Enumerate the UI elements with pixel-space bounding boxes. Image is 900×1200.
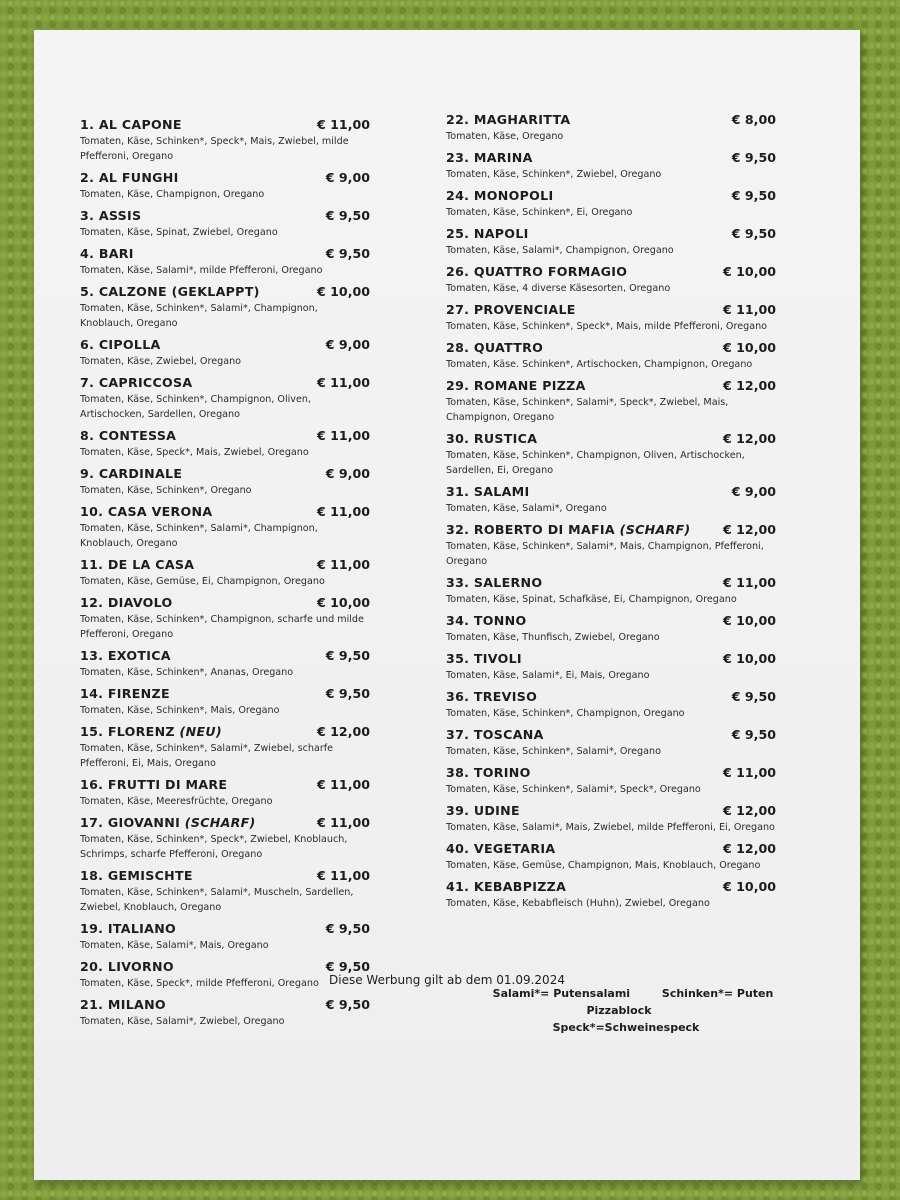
menu-item-title: 41. KEBABPIZZA	[446, 879, 567, 894]
menu-item-name	[446, 150, 533, 165]
menu-item-price: € 12,00	[723, 378, 776, 393]
menu-item-header	[80, 777, 370, 792]
menu-item-header	[446, 484, 776, 499]
menu-item	[446, 484, 776, 516]
menu-item-price: € 12,00	[723, 431, 776, 446]
menu-item	[446, 613, 776, 645]
menu-item-price: € 11,00	[723, 575, 776, 590]
menu-item-header	[80, 595, 370, 610]
menu-item	[80, 815, 370, 862]
menu-item-title: 11. DE LA CASA	[80, 557, 195, 572]
menu-item	[80, 284, 370, 331]
menu-item-price: € 11,00	[317, 777, 370, 792]
menu-item	[80, 868, 370, 915]
menu-item-header	[80, 337, 370, 352]
menu-item-name	[80, 557, 194, 572]
menu-item-name	[446, 264, 627, 279]
menu-item-name	[446, 613, 526, 628]
menu-item-price: € 10,00	[317, 284, 370, 299]
menu-item-ingredients: Tomaten, Käse, Schinken*, Salami*, Speck*, Zwiebel, Mais, Champignon, Oregano	[446, 397, 729, 423]
menu-item-ingredients: Tomaten, Käse, 4 diverse Käsesorten, Oregano	[446, 283, 671, 294]
menu-item-title: 9. CARDINALE	[80, 466, 183, 481]
menu-item-name	[446, 803, 520, 818]
menu-item	[80, 724, 370, 771]
menu-item	[446, 689, 776, 721]
menu-item-header	[80, 815, 370, 830]
menu-item	[446, 727, 776, 759]
menu-item-header	[80, 648, 370, 663]
menu-item-name	[446, 522, 690, 537]
menu-item-header	[446, 879, 776, 894]
menu-item-ingredients: Tomaten, Käse, Schinken*, Salami*, Champignon, Knoblauch, Oregano	[80, 303, 318, 329]
menu-item-ingredients: Tomaten, Käse, Gemüse, Champignon, Mais, Knoblauch, Oregano	[446, 860, 761, 871]
menu-item	[80, 466, 370, 498]
menu-item-ingredients: Tomaten, Käse, Gemüse, Ei, Champignon, Oregano	[80, 576, 325, 587]
menu-item	[80, 117, 370, 164]
menu-item	[80, 504, 370, 551]
menu-item-name	[80, 170, 179, 185]
menu-item-price: € 8,00	[731, 112, 776, 127]
menu-item-ingredients: Tomaten, Käse, Schinken*, Salami*, Muscheln, Sardellen, Zwiebel, Knoblauch, Oregano	[80, 887, 354, 913]
menu-item-tag: (NEU)	[179, 724, 222, 739]
menu-item-price: € 11,00	[317, 815, 370, 830]
menu-item-header	[80, 117, 370, 132]
menu-item-title: 36. TREVISO	[446, 689, 538, 704]
menu-item-header	[80, 686, 370, 701]
menu-item-name	[446, 689, 537, 704]
menu-item-header	[446, 613, 776, 628]
menu-item-name	[80, 868, 193, 883]
menu-item	[80, 246, 370, 278]
menu-item-price: € 12,00	[723, 841, 776, 856]
menu-item-price: € 9,50	[325, 959, 370, 974]
menu-item-ingredients: Tomaten, Käse, Spinat, Schafkäse, Ei, Champignon, Oregano	[446, 594, 737, 605]
menu-item-title: 20. LIVORNO	[80, 959, 174, 974]
menu-item-price: € 10,00	[723, 264, 776, 279]
menu-item-name	[446, 484, 530, 499]
menu-item-price: € 9,50	[325, 997, 370, 1012]
menu-item-ingredients: Tomaten, Käse, Schinken*, Champignon, Oregano	[446, 708, 685, 719]
menu-item-name	[446, 841, 555, 856]
menu-item-name	[80, 777, 227, 792]
menu-item-ingredients: Tomaten, Käse, Schinken*, Salami*, Oregano	[446, 746, 661, 757]
menu-item	[446, 150, 776, 182]
legend-speck: Speck*=Schweinespeck	[552, 1021, 700, 1034]
menu-item	[80, 686, 370, 718]
menu-item-header	[80, 170, 370, 185]
menu-item-ingredients: Tomaten, Käse, Salami*, Mais, Oregano	[80, 940, 269, 951]
menu-item-title: 19. ITALIANO	[80, 921, 177, 936]
menu-item-header	[80, 208, 370, 223]
menu-item-ingredients: Tomaten, Käse, Schinken*, Champignon, scharfe und milde Pfefferoni, Oregano	[80, 614, 364, 640]
menu-item-title: 26. QUATTRO FORMAGIO	[446, 264, 628, 279]
menu-item-ingredients: Tomaten, Käse, Salami*, Ei, Mais, Oregano	[446, 670, 650, 681]
menu-item	[446, 431, 776, 478]
menu-item-title: 22. MAGHARITTA	[446, 112, 571, 127]
menu-item	[80, 997, 370, 1029]
menu-item-price: € 9,00	[325, 466, 370, 481]
menu-item-ingredients: Tomaten, Käse, Salami*, Zwiebel, Oregano	[80, 1016, 285, 1027]
menu-item-title: 31. SALAMI	[446, 484, 530, 499]
menu-item-name	[446, 651, 522, 666]
menu-item-header	[80, 284, 370, 299]
menu-item-ingredients: Tomaten, Käse. Schinken*, Artischocken, Champignon, Oregano	[446, 359, 753, 370]
menu-item-price: € 9,50	[325, 921, 370, 936]
validity-note: Diese Werbung gilt ab dem 01.09.2024	[329, 973, 565, 987]
legend-salami: Salami*= Putensalami	[492, 987, 631, 1000]
menu-item-name	[446, 188, 553, 203]
menu-item-title: 39. UDINE	[446, 803, 520, 818]
menu-item-header	[80, 246, 370, 261]
menu-item-title: 27. PROVENCIALE	[446, 302, 576, 317]
menu-item-title: 15. FLORENZ	[80, 724, 175, 739]
menu-item-title: 34. TONNO	[446, 613, 527, 628]
menu-item-title: 8. CONTESSA	[80, 428, 177, 443]
menu-item-price: € 11,00	[317, 504, 370, 519]
menu-item-title: 5. CALZONE (GEKLAPPT)	[80, 284, 260, 299]
menu-item-ingredients: Tomaten, Käse, Schinken*, Speck*, Mais, Zwiebel, milde Pfefferoni, Oregano	[80, 136, 349, 162]
menu-item	[446, 841, 776, 873]
menu-item-title: 28. QUATTRO	[446, 340, 544, 355]
menu-item-ingredients: Tomaten, Käse, Salami*, milde Pfefferoni, Oregano	[80, 265, 323, 276]
menu-item-ingredients: Tomaten, Käse, Speck*, milde Pfefferoni, Oregano	[80, 978, 319, 989]
menu-item-ingredients: Tomaten, Käse, Schinken*, Oregano	[80, 485, 252, 496]
menu-item-header	[80, 504, 370, 519]
menu-item-ingredients: Tomaten, Käse, Salami*, Champignon, Oregano	[446, 245, 674, 256]
menu-item-name	[80, 504, 212, 519]
menu-item-ingredients: Tomaten, Käse, Schinken*, Salami*, Zwiebel, scharfe Pfefferoni, Ei, Mais, Oregano	[80, 743, 334, 769]
menu-item-ingredients: Tomaten, Käse, Meeresfrüchte, Oregano	[80, 796, 273, 807]
menu-item-name	[446, 765, 531, 780]
menu-item-price: € 10,00	[723, 651, 776, 666]
menu-item-name	[80, 648, 171, 663]
menu-item-name	[80, 997, 166, 1012]
menu-item	[80, 557, 370, 589]
menu-column-right	[446, 112, 776, 917]
menu-item-title: 16. FRUTTI DI MARE	[80, 777, 228, 792]
menu-item-ingredients: Tomaten, Käse, Schinken*, Champignon, Oliven, Artischocken, Sardellen, Oregano	[80, 394, 312, 420]
menu-item-name	[80, 428, 176, 443]
menu-item-name	[80, 284, 260, 299]
menu-item-price: € 9,00	[325, 170, 370, 185]
menu-item-price: € 10,00	[723, 340, 776, 355]
menu-item-ingredients: Tomaten, Käse, Zwiebel, Oregano	[80, 356, 242, 367]
menu-item-header	[446, 765, 776, 780]
menu-item-price: € 12,00	[723, 522, 776, 537]
menu-item-header	[446, 340, 776, 355]
menu-item-title: 23. MARINA	[446, 150, 533, 165]
menu-item-title: 10. CASA VERONA	[80, 504, 213, 519]
menu-item-price: € 9,50	[325, 246, 370, 261]
menu-item-title: 1. AL CAPONE	[80, 117, 182, 132]
menu-item-header	[446, 727, 776, 742]
menu-item-ingredients: Tomaten, Käse, Kebabfleisch (Huhn), Zwiebel, Oregano	[446, 898, 710, 909]
menu-item-name	[80, 815, 256, 830]
menu-item	[446, 879, 776, 911]
menu-item-name	[80, 959, 174, 974]
menu-item-price: € 9,50	[731, 727, 776, 742]
menu-item-price: € 9,50	[731, 689, 776, 704]
menu-item-header	[446, 841, 776, 856]
menu-item-title: 24. MONOPOLI	[446, 188, 554, 203]
menu-item-ingredients: Tomaten, Käse, Speck*, Mais, Zwiebel, Oregano	[80, 447, 309, 458]
menu-item-header	[80, 557, 370, 572]
menu-item-price: € 9,50	[731, 150, 776, 165]
menu-item	[80, 648, 370, 680]
menu-item-price: € 9,50	[325, 208, 370, 223]
menu-item-header	[80, 868, 370, 883]
menu-item-ingredients: Tomaten, Käse, Schinken*, Zwiebel, Oregano	[446, 169, 662, 180]
menu-item-header	[446, 431, 776, 446]
menu-item-tag: (SCHARF)	[184, 815, 256, 830]
menu-item-name	[80, 686, 170, 701]
menu-item-header	[446, 803, 776, 818]
menu-item-title: 6. CIPOLLA	[80, 337, 161, 352]
menu-item-header	[446, 651, 776, 666]
menu-item-price: € 12,00	[317, 724, 370, 739]
menu-item-name	[446, 727, 544, 742]
menu-item	[446, 378, 776, 425]
menu-item-ingredients: Tomaten, Käse, Schinken*, Ei, Oregano	[446, 207, 633, 218]
menu-item-header	[80, 375, 370, 390]
menu-item-header	[446, 575, 776, 590]
menu-item-name	[446, 575, 542, 590]
menu-item-ingredients: Tomaten, Käse, Spinat, Zwiebel, Oregano	[80, 227, 278, 238]
menu-item-name	[80, 595, 173, 610]
menu-item-ingredients: Tomaten, Käse, Salami*, Oregano	[446, 503, 607, 514]
menu-item-name	[446, 226, 529, 241]
menu-item-name	[80, 375, 192, 390]
menu-item-name	[80, 466, 182, 481]
menu-item-title: 38. TORINO	[446, 765, 531, 780]
menu-item-name	[80, 208, 141, 223]
menu-item-name	[446, 340, 543, 355]
menu-item	[446, 302, 776, 334]
menu-item-price: € 10,00	[317, 595, 370, 610]
menu-item-ingredients: Tomaten, Käse, Schinken*, Champignon, Oliven, Artischocken, Sardellen, Ei, Oregano	[446, 450, 745, 476]
menu-item-title: 3. ASSIS	[80, 208, 142, 223]
menu-item-header	[446, 302, 776, 317]
menu-item-title: 32. ROBERTO DI MAFIA	[446, 522, 615, 537]
menu-item-price: € 9,00	[731, 484, 776, 499]
menu-item-header	[446, 522, 776, 537]
menu-item-ingredients: Tomaten, Käse, Schinken*, Salami*, Champignon, Knoblauch, Oregano	[80, 523, 318, 549]
menu-item-price: € 11,00	[317, 375, 370, 390]
menu-item-name	[80, 117, 182, 132]
menu-item-title: 33. SALERNO	[446, 575, 543, 590]
menu-item-title: 2. AL FUNGHI	[80, 170, 179, 185]
menu-item-name	[446, 431, 537, 446]
menu-item-ingredients: Tomaten, Käse, Oregano	[446, 131, 564, 142]
menu-item-price: € 11,00	[723, 765, 776, 780]
legend-schinken: Schinken*= Puten Pizzablock	[586, 987, 774, 1017]
menu-item-title: 13. EXOTICA	[80, 648, 171, 663]
menu-item	[446, 112, 776, 144]
menu-item-title: 21. MILANO	[80, 997, 166, 1012]
menu-item-price: € 12,00	[723, 803, 776, 818]
menu-item	[80, 428, 370, 460]
menu-item-title: 40. VEGETARIA	[446, 841, 556, 856]
menu-item-header	[80, 724, 370, 739]
menu-item-title: 7. CAPRICCOSA	[80, 375, 193, 390]
menu-item-title: 25. NAPOLI	[446, 226, 529, 241]
menu-item-header	[80, 466, 370, 481]
menu-item	[80, 170, 370, 202]
menu-item-header	[80, 997, 370, 1012]
menu-item	[80, 208, 370, 240]
menu-item	[446, 264, 776, 296]
menu-sheet	[34, 30, 860, 1180]
menu-item-ingredients: Tomaten, Käse, Salami*, Mais, Zwiebel, milde Pfefferoni, Ei, Oregano	[446, 822, 775, 833]
menu-item	[446, 765, 776, 797]
menu-item	[80, 595, 370, 642]
menu-item	[80, 921, 370, 953]
menu-item	[446, 226, 776, 258]
menu-item-title: 17. GIOVANNI	[80, 815, 181, 830]
menu-item-price: € 9,50	[731, 188, 776, 203]
menu-item-header	[446, 378, 776, 393]
menu-item-ingredients: Tomaten, Käse, Schinken*, Mais, Oregano	[80, 705, 280, 716]
menu-item-ingredients: Tomaten, Käse, Thunfisch, Zwiebel, Oregano	[446, 632, 660, 643]
menu-item-header	[446, 188, 776, 203]
menu-item-title: 18. GEMISCHTE	[80, 868, 193, 883]
menu-item-header	[446, 112, 776, 127]
menu-item-price: € 9,50	[731, 226, 776, 241]
menu-item-name	[80, 246, 134, 261]
menu-item-title: 14. FIRENZE	[80, 686, 170, 701]
menu-item-name	[446, 112, 570, 127]
menu-item	[80, 777, 370, 809]
menu-item-ingredients: Tomaten, Käse, Schinken*, Speck*, Mais, milde Pfefferoni, Oregano	[446, 321, 768, 332]
menu-item-header	[80, 921, 370, 936]
menu-item	[446, 522, 776, 569]
menu-column-left	[80, 117, 370, 1035]
menu-item-header	[446, 150, 776, 165]
menu-item	[446, 340, 776, 372]
menu-item	[446, 803, 776, 835]
menu-item	[80, 375, 370, 422]
menu-item	[446, 651, 776, 683]
menu-item-name	[446, 879, 566, 894]
menu-item-title: 29. ROMANE PIZZA	[446, 378, 586, 393]
menu-item-title: 35. TIVOLI	[446, 651, 522, 666]
menu-item-title: 12. DIAVOLO	[80, 595, 173, 610]
menu-item-price: € 11,00	[317, 557, 370, 572]
menu-item-price: € 10,00	[723, 879, 776, 894]
menu-item-price: € 11,00	[723, 302, 776, 317]
menu-item-name	[80, 337, 161, 352]
menu-item-name	[80, 724, 222, 739]
menu-item-name	[80, 921, 176, 936]
menu-item-price: € 11,00	[317, 868, 370, 883]
menu-item-header	[446, 264, 776, 279]
menu-item-ingredients: Tomaten, Käse, Schinken*, Ananas, Oregano	[80, 667, 294, 678]
menu-item-tag: (SCHARF)	[619, 522, 691, 537]
menu-item-ingredients: Tomaten, Käse, Schinken*, Salami*, Speck*, Oregano	[446, 784, 701, 795]
menu-item	[80, 337, 370, 369]
menu-item-price: € 11,00	[317, 117, 370, 132]
menu-item-ingredients: Tomaten, Käse, Champignon, Oregano	[80, 189, 265, 200]
menu-item-header	[446, 226, 776, 241]
menu-item-name	[446, 378, 586, 393]
menu-item-name	[446, 302, 576, 317]
menu-item-ingredients: Tomaten, Käse, Schinken*, Salami*, Mais, Champignon, Pfefferoni, Oregano	[446, 541, 764, 567]
menu-item-header	[80, 959, 370, 974]
menu-item-price: € 9,50	[325, 648, 370, 663]
menu-item-price: € 11,00	[317, 428, 370, 443]
menu-item-price: € 10,00	[723, 613, 776, 628]
ingredient-legend	[446, 985, 806, 1036]
menu-item-price: € 9,00	[325, 337, 370, 352]
menu-item-title: 30. RUSTICA	[446, 431, 538, 446]
menu-item-title: 37. TOSCANA	[446, 727, 544, 742]
menu-item-header	[446, 689, 776, 704]
menu-item-ingredients: Tomaten, Käse, Schinken*, Speck*, Zwiebel, Knoblauch, Schrimps, scharfe Pfefferoni, Oregano	[80, 834, 348, 860]
menu-item-header	[80, 428, 370, 443]
menu-item	[446, 188, 776, 220]
menu-item	[446, 575, 776, 607]
menu-item-title: 4. BARI	[80, 246, 134, 261]
menu-item-price: € 9,50	[325, 686, 370, 701]
